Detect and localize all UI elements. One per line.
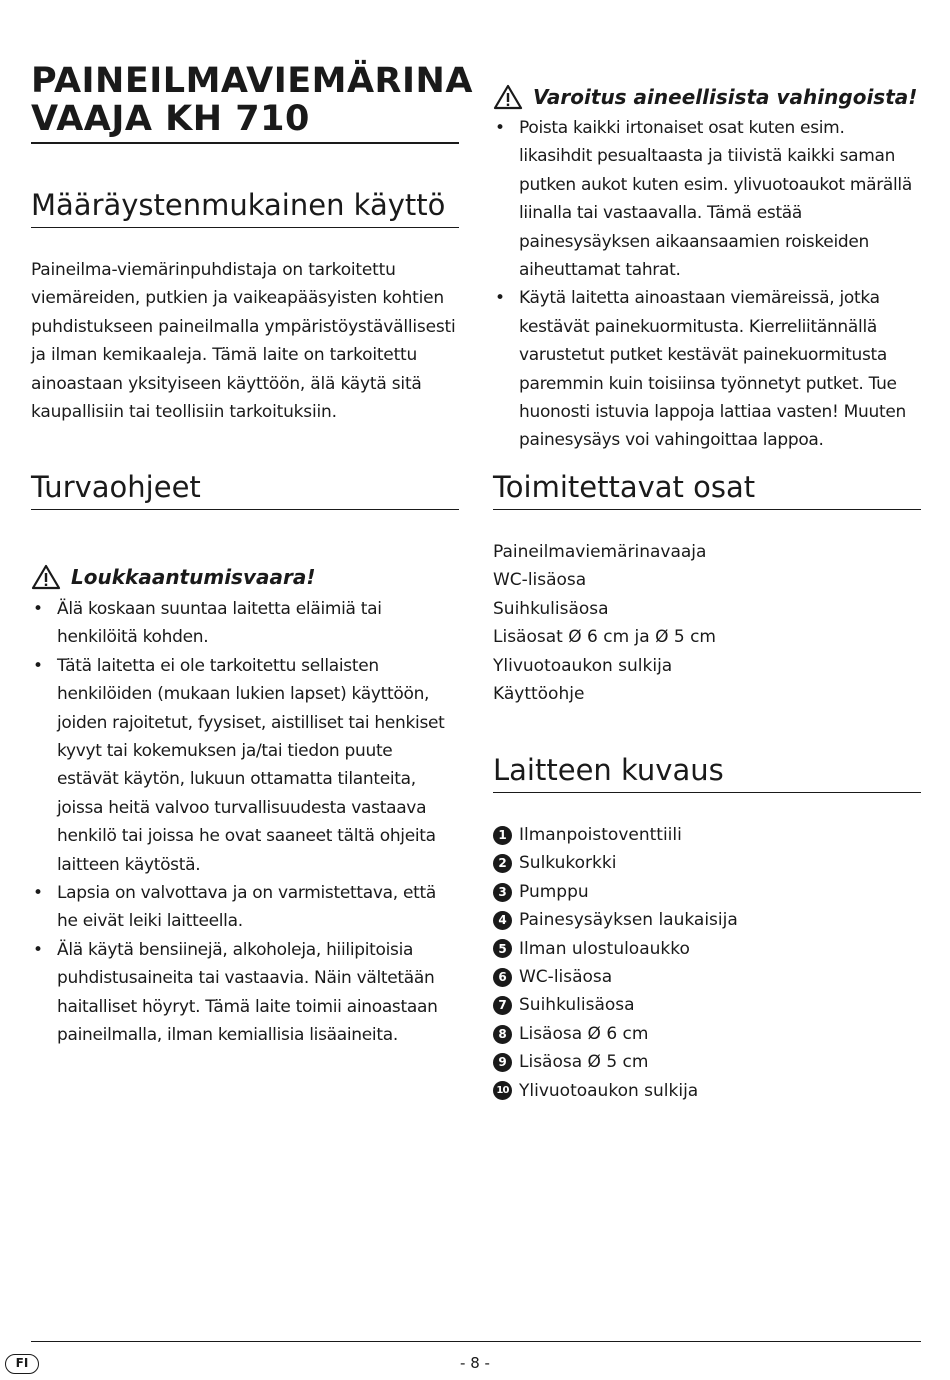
page-title: PAINEILMAVIEMÄRINA VAAJA KH 710 <box>31 62 459 144</box>
list-item: Ylivuotoaukon sulkija <box>493 655 673 676</box>
list-item: 5 Ilman ulostuloaukko <box>493 935 738 963</box>
language-badge: FI <box>5 1354 39 1374</box>
list-item: • Käytä laitetta ainoastaan viemäreissä, jotka kestävät painekuormitusta. Kierreliitännällä varustetut putket kestävät painekuormitusta paremmin kuin toisiinsa työnnetyt putket. Tue huonosti istuvia lappoja lattiaa vasten! Muuten painesysäys voi vahingoittaa lappoa. <box>495 288 906 451</box>
list-item: • Älä koskaan suuntaa laitetta eläimiä tai henkilöitä kohden. <box>33 599 382 648</box>
list-item: 7 Suihkulisäosa <box>493 991 738 1019</box>
safety-list <box>31 595 459 1050</box>
warning-triangle-icon <box>31 564 61 590</box>
list-item: 6 WC-lisäosa <box>493 963 738 991</box>
list-item: Lisäosat Ø 6 cm ja Ø 5 cm <box>493 627 716 648</box>
list-item: Paineilmaviemärinavaaja <box>493 542 707 562</box>
page-number: - 8 - <box>460 1354 490 1372</box>
injury-warning-label: Loukkaantumisvaara! <box>71 565 316 589</box>
delivery-heading: Toimitettavat osat <box>493 470 921 510</box>
list-item: • Lapsia on valvottava ja on varmistettava, että he eivät leiki laitteella. <box>33 883 436 932</box>
list-item: • Älä käytä bensiinejä, alkoholeja, hiilipitoisia puhdistusaineita tai vastaavia. Näin vältetään haitalliset höyryt. Tämä laite toimii ainoastaan paineilmalla, ilman kemiallisia lisäaineita. <box>33 939 438 1046</box>
description-list <box>493 821 738 1105</box>
property-list <box>493 114 921 455</box>
list-item: 1 Ilmanpoistoventtiili <box>493 821 738 849</box>
list-item: • Poista kaikki irtonaiset osat kuten esim. likasihdit pesualtaasta ja tiivistä kaikki saman putken aukot kuten esim. ylivuotoaukot märällä liinalla tai vastaavalla. Tämä estää painesysäyksen aikaansaamien roiskeiden aiheuttamat tahrat. <box>495 118 912 281</box>
injury-warning <box>31 562 315 592</box>
delivery-list <box>493 538 921 708</box>
safety-heading: Turvaohjeet <box>31 470 459 510</box>
warning-triangle-icon <box>493 84 523 110</box>
list-item: WC-lisäosa <box>493 570 587 591</box>
list-item: 8 Lisäosa Ø 6 cm <box>493 1020 738 1048</box>
description-heading: Laitteen kuvaus <box>493 753 921 793</box>
list-item: 3 Pumppu <box>493 878 738 906</box>
list-item: Käyttöohje <box>493 684 585 705</box>
property-warning <box>493 82 917 112</box>
footer-divider <box>31 1341 921 1342</box>
intended-use-text: Paineilma-viemärinpuhdistaja on tarkoitettu viemäreiden, putkien ja vaikeapääsyisten kohtien puhdistukseen paineilmalla ympäristöystävällisesti ja ilman kemikaaleja. Tämä laite on tarkoitettu ainoastaan yksityiseen käyttöön, älä käytä sitä kaupallisiin tai teollisiin tarkoituksiin. <box>31 260 456 423</box>
list-item: 10 Ylivuotoaukon sulkija <box>493 1077 738 1105</box>
property-warning-label: Varoitus aineellisista vahingoista! <box>533 85 918 109</box>
list-item: 4 Painesysäyksen laukaisija <box>493 906 738 934</box>
list-item: 9 Lisäosa Ø 5 cm <box>493 1048 738 1076</box>
list-item: • Tätä laitetta ei ole tarkoitettu sellaisten henkilöiden (mukaan lukien lapset) käyttöön, joiden rajoitetut, fyysiset, aistilliset tai henkiset kyvyt tai kokemuksen ja/tai tiedon puute estävät käytön, lukuun ottamatta tilanteita, joissa heitä valvoo turvallisuudesta vastaava henkilö tai joissa he ovat saaneet tältä ohjeita laitteen käytöstä. <box>33 655 445 875</box>
list-item: Suihkulisäosa <box>493 598 609 619</box>
intended-use-heading: Määräystenmukainen käyttö <box>31 188 459 228</box>
list-item: 2 Sulkukorkki <box>493 849 738 877</box>
